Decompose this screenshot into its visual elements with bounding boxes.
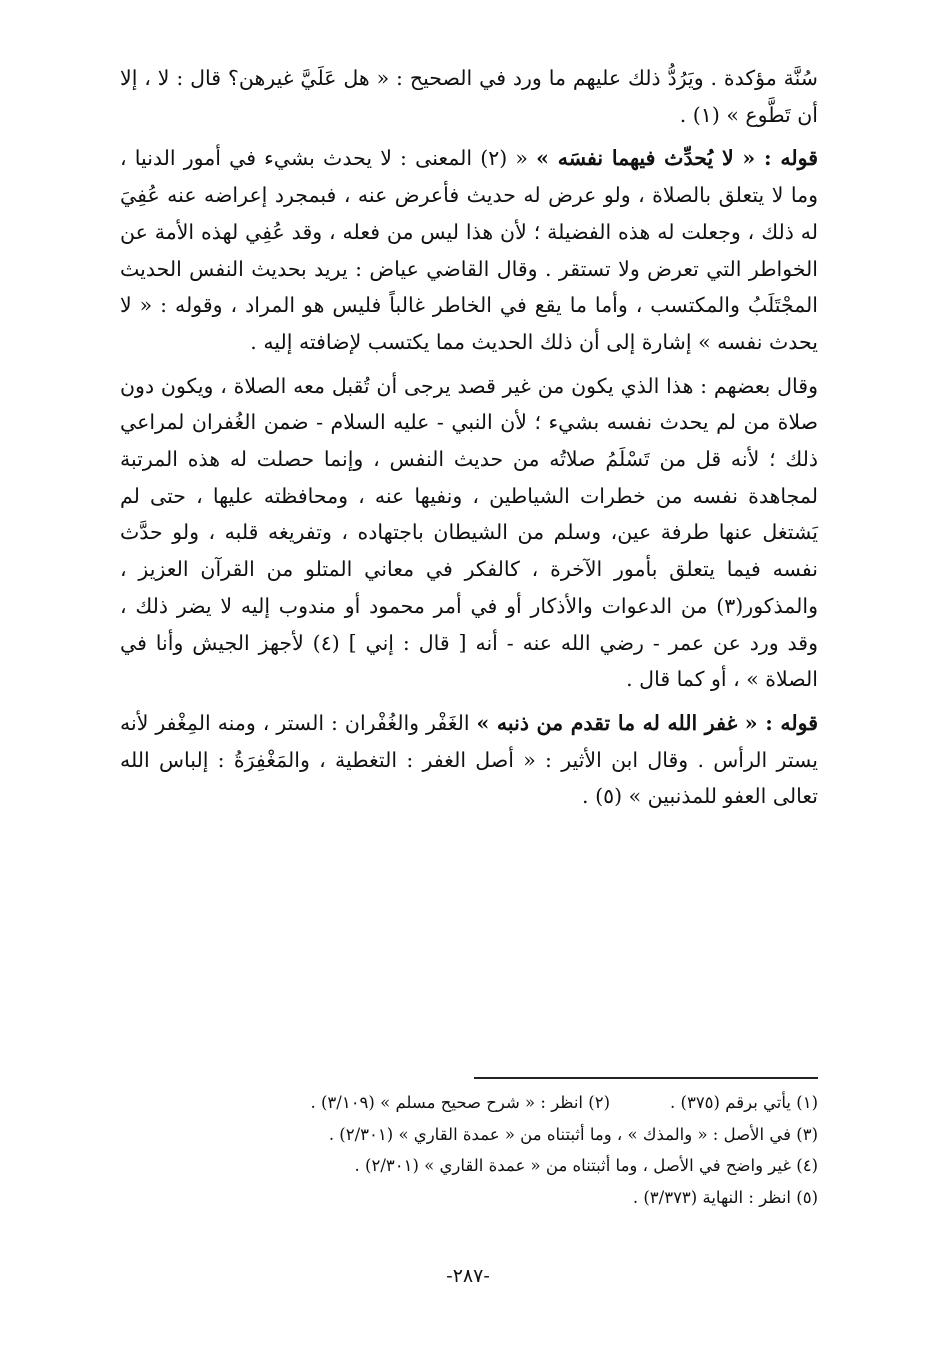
footnote-row-1-2 — [120, 1087, 818, 1119]
paragraph-3 — [120, 368, 818, 698]
paragraph-1 — [120, 60, 818, 133]
main-text — [120, 60, 818, 815]
footnote-separator — [474, 1077, 818, 1079]
footnote-4: (٤) غير واضح في الأصل ، وما أثبتناه من « عمدة القاري » (٢/٣٠١) . — [354, 1156, 818, 1175]
footnote-3: (٣) في الأصل : « والمذك » ، وما أثبتناه من « عمدة القاري » (٢/٣٠١) . — [328, 1124, 818, 1144]
paragraph-1-text: سُنَّة مؤكدة . ويَرُدُّ ذلك عليهم ما ورد في الصحيح : « هل عَلَيَّ غيرهن؟ قال : لا ، إلا أن تَطَّوع » (١) . — [120, 66, 818, 127]
paragraph-2-text: « (٢) المعنى : لا يحدث بشيء في أمور الدنيا ، وما لا يتعلق بالصلاة ، ولو عرض له حديث فأعرض عنه ، فبمجرد إعراضه عنه عُفِيَ له ذلك ، وجعلت له هذه الفضيلة ؛ لأن هذا ليس من فعله ، وقد عُفِي لهذه الأمة عن الخواطر التي تعرض ولا تستقر . وقال القاضي عياض : يريد بحديث النفس الحديث المجْتَلَبُ والمكتسب ، وأما ما يقع في الخاطر غالباً فليس هو المراد ، وقوله : « لا يحدث نفسه » إشارة إلى أن ذلك الحديث مما يكتسب لإضافته إليه . — [120, 146, 818, 354]
footnote-5: (٥) انظر : النهاية (٣/٣٧٣) . — [632, 1187, 818, 1207]
paragraph-2-lead: قوله : « لا يُحدِّث فيهما نفسَه » — [536, 146, 818, 171]
paragraph-3-text: وقال بعضهم : هذا الذي يكون من غير قصد يرجى أن تُقبل معه الصلاة ، ويكون دون صلاة من لم يحدث نفسه بشيء ؛ لأن النبي - عليه السلام - ضمن الغُفران لمراعي ذلك ؛ لأنه قل من تَسْلَمُ صلاتُه من حديث النفس ، وإنما حصلت له هذه المرتبة لمجاهدة نفسه من خطرات الشياطين ، ونفيها عنه ، ومحافظته عليها ، حتى لم يَشتغل عنها طرفة عين، وسلم من الشيطان باجتهاده ، وتفريغه قلبه ، ولو حدَّث نفسه فيما يتعلق بأمور الآخرة ، كالفكر في معاني المتلو من القرآن العزيز ، والمذكور(٣) من الدعوات والأذكار أو في أمر محمود أو مندوب إليه لا يضر ذلك ، وقد ورد عن عمر - رضي الله عنه - أنه [ قال : إني ] (٤) لأجهز الجيش وأنا في الصلاة » ، أو كما قال . — [120, 373, 818, 692]
footnote-2: (٢) انظر : « شرح صحيح مسلم » (٣/١٠٩) . — [310, 1093, 611, 1112]
paragraph-2 — [120, 140, 818, 360]
footnotes — [120, 1087, 818, 1213]
page-number: -٢٨٧- — [446, 1265, 490, 1287]
paragraph-4 — [120, 705, 818, 815]
footnote-1: (١) يأتي برقم (٣٧٥) . — [670, 1093, 818, 1112]
paragraph-4-lead: قوله : « غفر الله له ما تقدم من ذنبه » — [476, 710, 818, 735]
paragraph-4-text: الغَفْر والغُفْران : الستر ، ومنه المِغْفر لأنه يستر الرأس . وقال ابن الأثير : « أصل الغفر : التغطية ، والمَغْفِرَةُ : إلباس الله تعالى العفو للمذنبين » (٥) . — [120, 710, 818, 809]
